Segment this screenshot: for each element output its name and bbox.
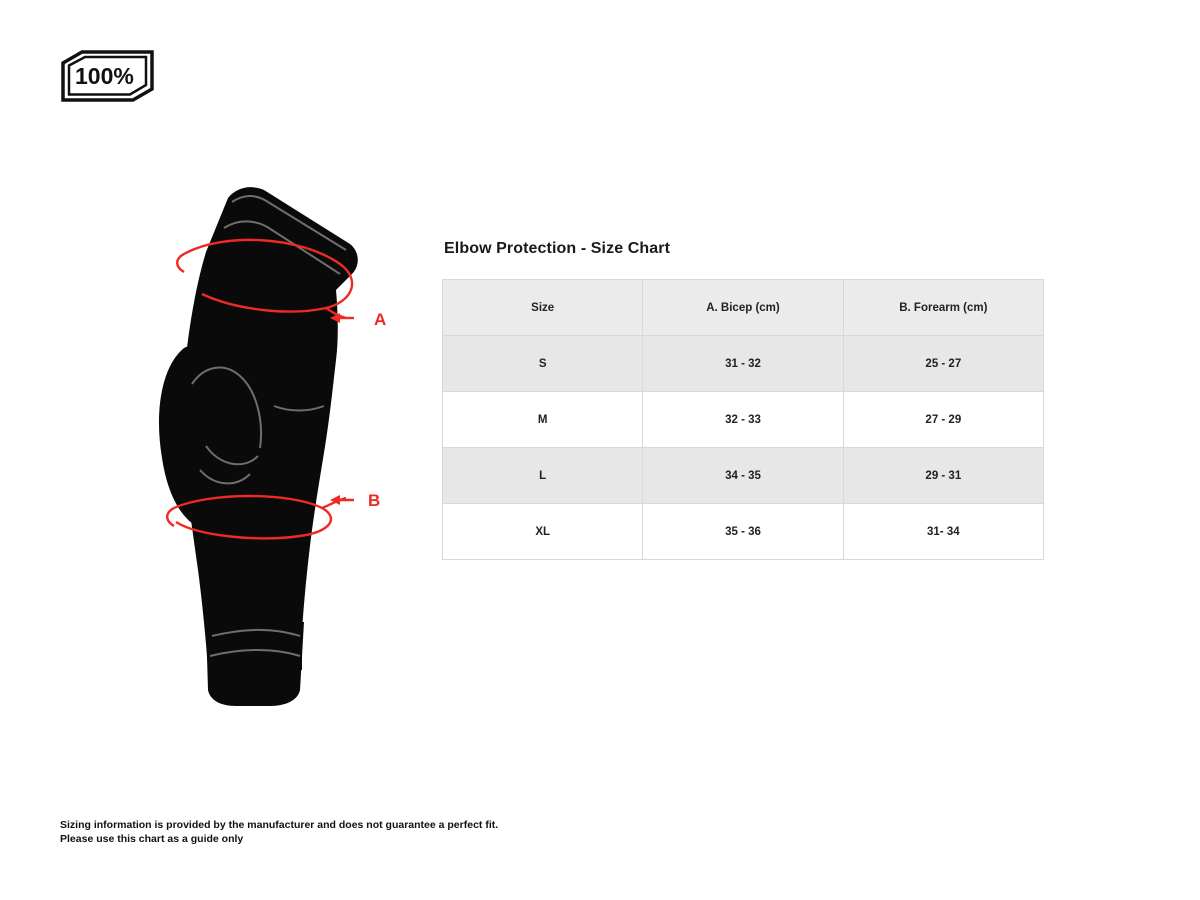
table-row [443, 336, 1044, 392]
column-header-forearm: B. Forearm (cm) [843, 280, 1043, 336]
cell-forearm: 25 - 27 [843, 336, 1043, 392]
elbow-guard-shape [159, 187, 358, 706]
cell-bicep: 32 - 33 [643, 392, 843, 448]
size-chart-section [442, 240, 1044, 560]
measure-label-b: B [368, 491, 381, 510]
disclaimer [60, 818, 498, 846]
cell-forearm: 27 - 29 [843, 392, 1043, 448]
cell-bicep: 34 - 35 [643, 448, 843, 504]
size-chart-table [442, 279, 1044, 560]
table-row [443, 392, 1044, 448]
page-title: Elbow Protection - Size Chart [444, 240, 671, 257]
cell-forearm: 29 - 31 [843, 448, 1043, 504]
cell-size: S [443, 336, 643, 392]
table-row [443, 448, 1044, 504]
column-header-size: Size [443, 280, 643, 336]
cell-forearm: 31- 34 [843, 504, 1043, 560]
cell-size: M [443, 392, 643, 448]
column-header-bicep: A. Bicep (cm) [643, 280, 843, 336]
cell-bicep: 35 - 36 [643, 504, 843, 560]
disclaimer-line-2: Please use this chart as a guide only [60, 833, 244, 845]
svg-text:100%: 100% [75, 63, 134, 89]
disclaimer-line-1: Sizing information is provided by the manufacturer and does not guarantee a perfect fit. [60, 819, 499, 831]
table-row [443, 504, 1044, 560]
cell-size: L [443, 448, 643, 504]
measure-label-a: A [374, 310, 387, 329]
cell-size: XL [443, 504, 643, 560]
table-header-row [443, 280, 1044, 336]
elbow-guard-illustration [140, 170, 440, 710]
cell-bicep: 31 - 32 [643, 336, 843, 392]
brand-logo [60, 50, 155, 102]
